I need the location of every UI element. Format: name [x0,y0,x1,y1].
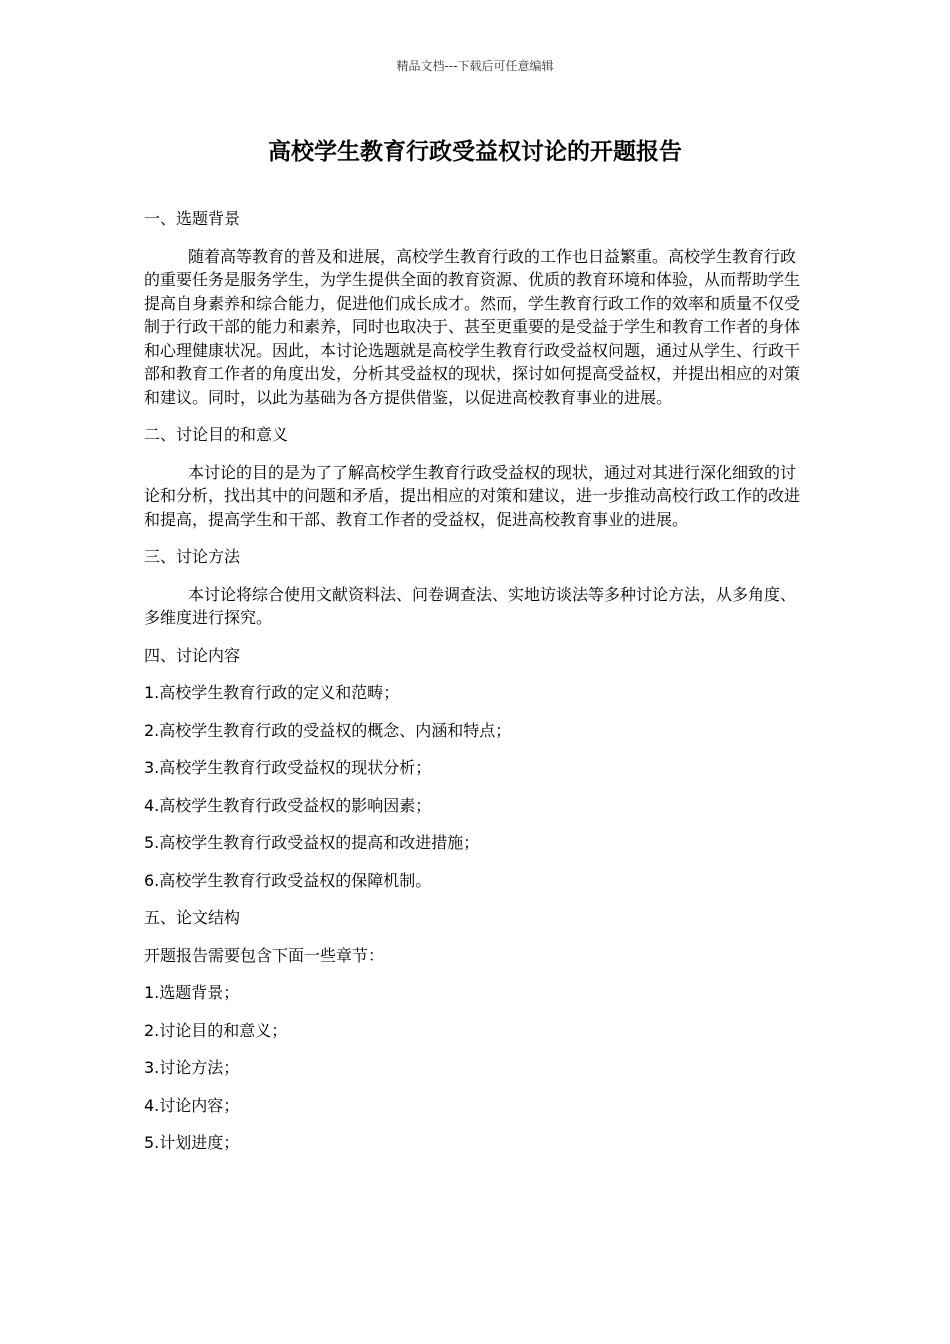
paragraph-method: 本讨论将综合使用文献资料法、问卷调查法、实地访谈法等多种讨论方法，从多角度、多维度进行探究。 [144,584,797,627]
list-item-content: 6.高校学生教育行政受益权的保障机制。 [144,870,432,890]
list-item-structure: 1.选题背景； [144,983,240,1002]
document-title: 高校学生教育行政受益权讨论的开题报告 [268,139,682,165]
section-heading-purpose: 二、讨论目的和意义 [144,425,289,444]
list-item-content: 2.高校学生教育行政的受益权的概念、内涵和特点； [144,720,512,740]
document-body [144,207,806,1169]
header-note: 精品文档---下载后可任意编辑 [396,59,554,73]
paragraph-purpose: 本讨论的目的是为了了解高校学生教育行政受益权的现状，通过对其进行深化细致的讨论和分析，找出其中的问题和矛盾，提出相应的对策和建议，进一步推动高校行政工作的改进和提高，提高学生和干部、教育工作者的受益权，促进高校教育事业的进展。 [144,462,801,529]
list-item-structure: 4.讨论内容； [144,1095,240,1115]
paragraph-background: 随着高等教育的普及和进展，高校学生教育行政的工作也日益繁重。高校学生教育行政的重要任务是服务学生，为学生提供全面的教育资源、优质的教育环境和体验，从而帮助学生提高自身素养和综合能力，促进他们成长成才。然而，学生教育行政工作的效率和质量不仅受制于行政干部的能力和素养，同时也取决于、甚至更重要的是受益于学生和教育工作者的身体和心理健康状况。因此，本讨论选题就是高校学生教育行政受益权问题，通过从学生、行政干部和教育工作者的角度出发，分析其受益权的现状，探讨如何提高受益权，并提出相应的对策和建议。同时，以此为基础为各方提供借鉴，以促进高校教育事业的进展。 [144,246,801,407]
list-item-content: 3.高校学生教育行政受益权的现状分析； [144,758,432,777]
paragraph-structure-intro: 开题报告需要包含下面一些章节： [144,945,385,965]
list-item-structure: 5.计划进度； [144,1133,240,1152]
section-heading-method: 三、讨论方法 [144,547,241,566]
section-heading-structure: 五、论文结构 [144,908,241,927]
section-heading-content: 四、讨论内容 [144,645,241,665]
list-item-content: 4.高校学生教育行政受益权的影响因素； [144,795,432,815]
section-heading-background: 一、选题背景 [144,209,241,228]
list-item-structure: 3.讨论方法； [144,1058,240,1077]
list-item-content: 1.高校学生教育行政的定义和范畴； [144,683,400,702]
list-item-structure: 2.讨论目的和意义； [144,1020,288,1040]
list-item-content: 5.高校学生教育行政受益权的提高和改进措施； [144,833,480,852]
